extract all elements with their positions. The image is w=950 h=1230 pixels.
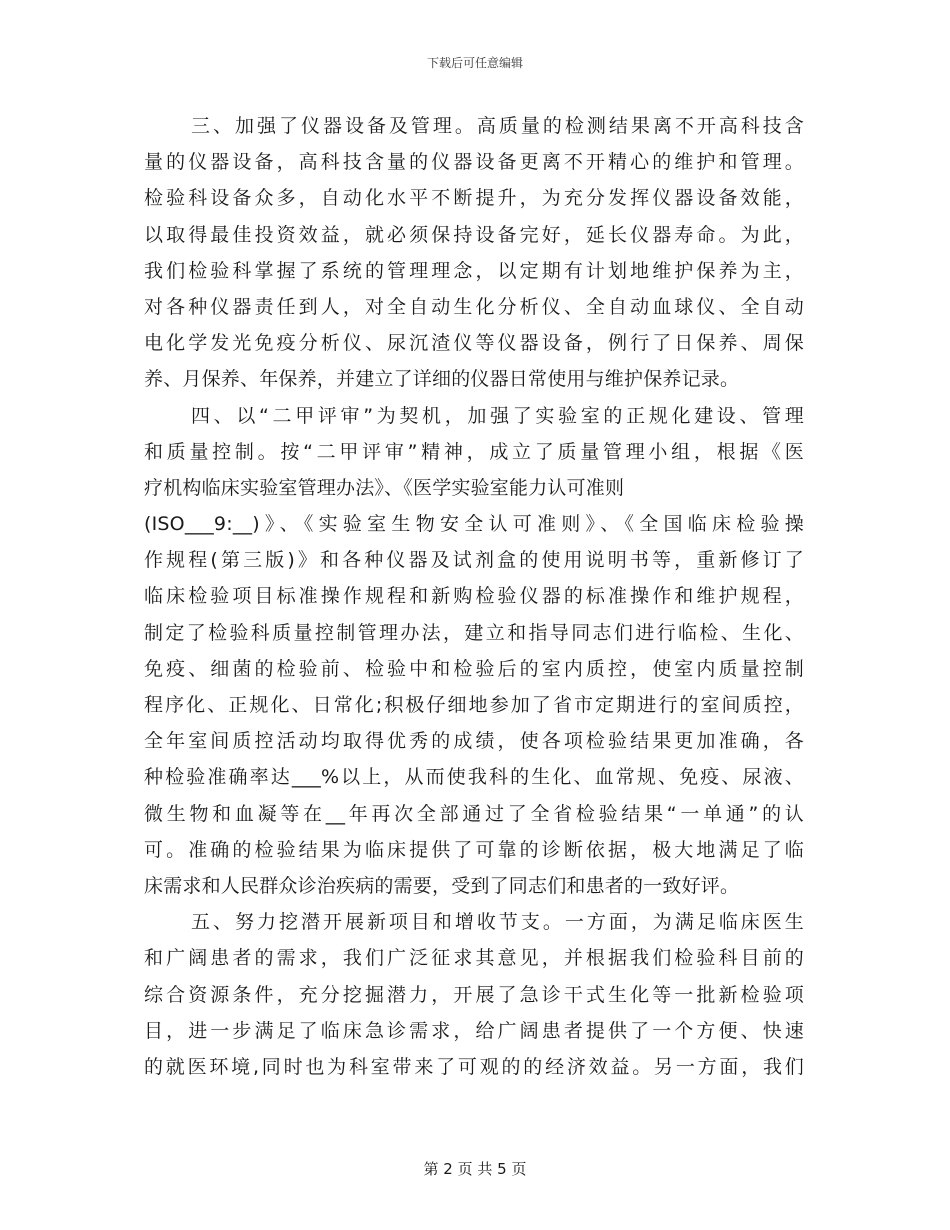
text-line: 目，进一步满足了临床急诊需求，给广阔患者提供了一个方便、快速 xyxy=(144,1019,804,1042)
text-line: 作规程(第三版)》和各种仪器及试剂盒的使用说明书等，重新修订了 xyxy=(144,549,804,572)
text-line: 疗机构临床实验室管理办法》、《医学实验室能力认可准则 xyxy=(144,476,625,499)
header-note: 下载后可任意编辑 xyxy=(426,56,523,70)
text-line: 的就医环境,同时也为科室带来了可观的的经济效益。另一方面，我们 xyxy=(144,1055,804,1078)
text-line: 可。准确的检验结果为临床提供了可靠的诊断依据，极大地满足了临 xyxy=(144,838,804,861)
text-line: 量的仪器设备，高科技含量的仪器设备更离不开精心的维护和管理。 xyxy=(144,151,804,174)
text-line: 综合资源条件，充分挖掘潜力，开展了急诊干式生化等一批新检验项 xyxy=(144,983,804,1006)
text-line: 全年室间质控活动均取得优秀的成绩，使各项检验结果更加准确，各 xyxy=(144,730,804,753)
text-line: 三、加强了仪器设备及管理。高质量的检测结果离不开高科技含 xyxy=(191,115,804,137)
text-line: 四、以“二甲评审”为契机，加强了实验室的正规化建设、管理 xyxy=(191,404,804,427)
text-line: 以取得最佳投资效益，就必须保持设备完好，延长仪器寿命。为此， xyxy=(144,223,804,246)
text-line: 电化学发光免疫分析仪、尿沉渣仪等仪器设备，例行了日保养、周保 xyxy=(144,332,804,355)
text-line: 床需求和人民群众诊治疾病的需要，受到了同志们和患者的一致好评。 xyxy=(144,874,740,897)
text-line: 临床检验项目标准操作规程和新购检验仪器的标准操作和维护规程， xyxy=(144,585,804,608)
text-line: 程序化、正规化、日常化;积极仔细地参加了省市定期进行的室间质控， xyxy=(144,694,804,716)
text-line: 和质量控制。按“二甲评审”精神，成立了质量管理小组，根据《医 xyxy=(144,440,804,463)
text-line: 检验科设备众多，自动化水平不断提升，为充分发挥仪器设备效能， xyxy=(144,187,804,210)
text-line: (ISO___9:__)》、《实验室生物安全认可准则》、《全国临床检验操 xyxy=(144,513,804,536)
text-line: 五、努力挖潜开展新项目和增收节支。一方面，为满足临床医生 xyxy=(191,911,804,934)
text-line: 我们检验科掌握了系统的管理理念，以定期有计划地维护保养为主， xyxy=(144,259,804,282)
text-line: 制定了检验科质量控制管理办法，建立和指导同志们进行临检、生化、 xyxy=(144,621,804,644)
text-line: 和广阔患者的需求，我们广泛征求其意见，并根据我们检验科目前的 xyxy=(144,947,804,970)
text-line: 微生物和血凝等在__年再次全部通过了全省检验结果“一单通”的认 xyxy=(144,802,804,825)
text-line: 对各种仪器责任到人，对全自动生化分析仪、全自动血球仪、全自动 xyxy=(144,295,804,318)
text-line: 养、月保养、年保养，并建立了详细的仪器日常使用与维护保养记录。 xyxy=(144,368,740,391)
text-line: 种检验准确率达___%以上，从而使我科的生化、血常规、免疫、尿液、 xyxy=(144,766,804,789)
document-body xyxy=(144,108,804,1085)
text-line: 免疫、细菌的检验前、检验中和检验后的室内质控，使室内质量控制 xyxy=(144,657,804,680)
page-number: 第 2 页 共 5 页 xyxy=(423,1160,527,1178)
